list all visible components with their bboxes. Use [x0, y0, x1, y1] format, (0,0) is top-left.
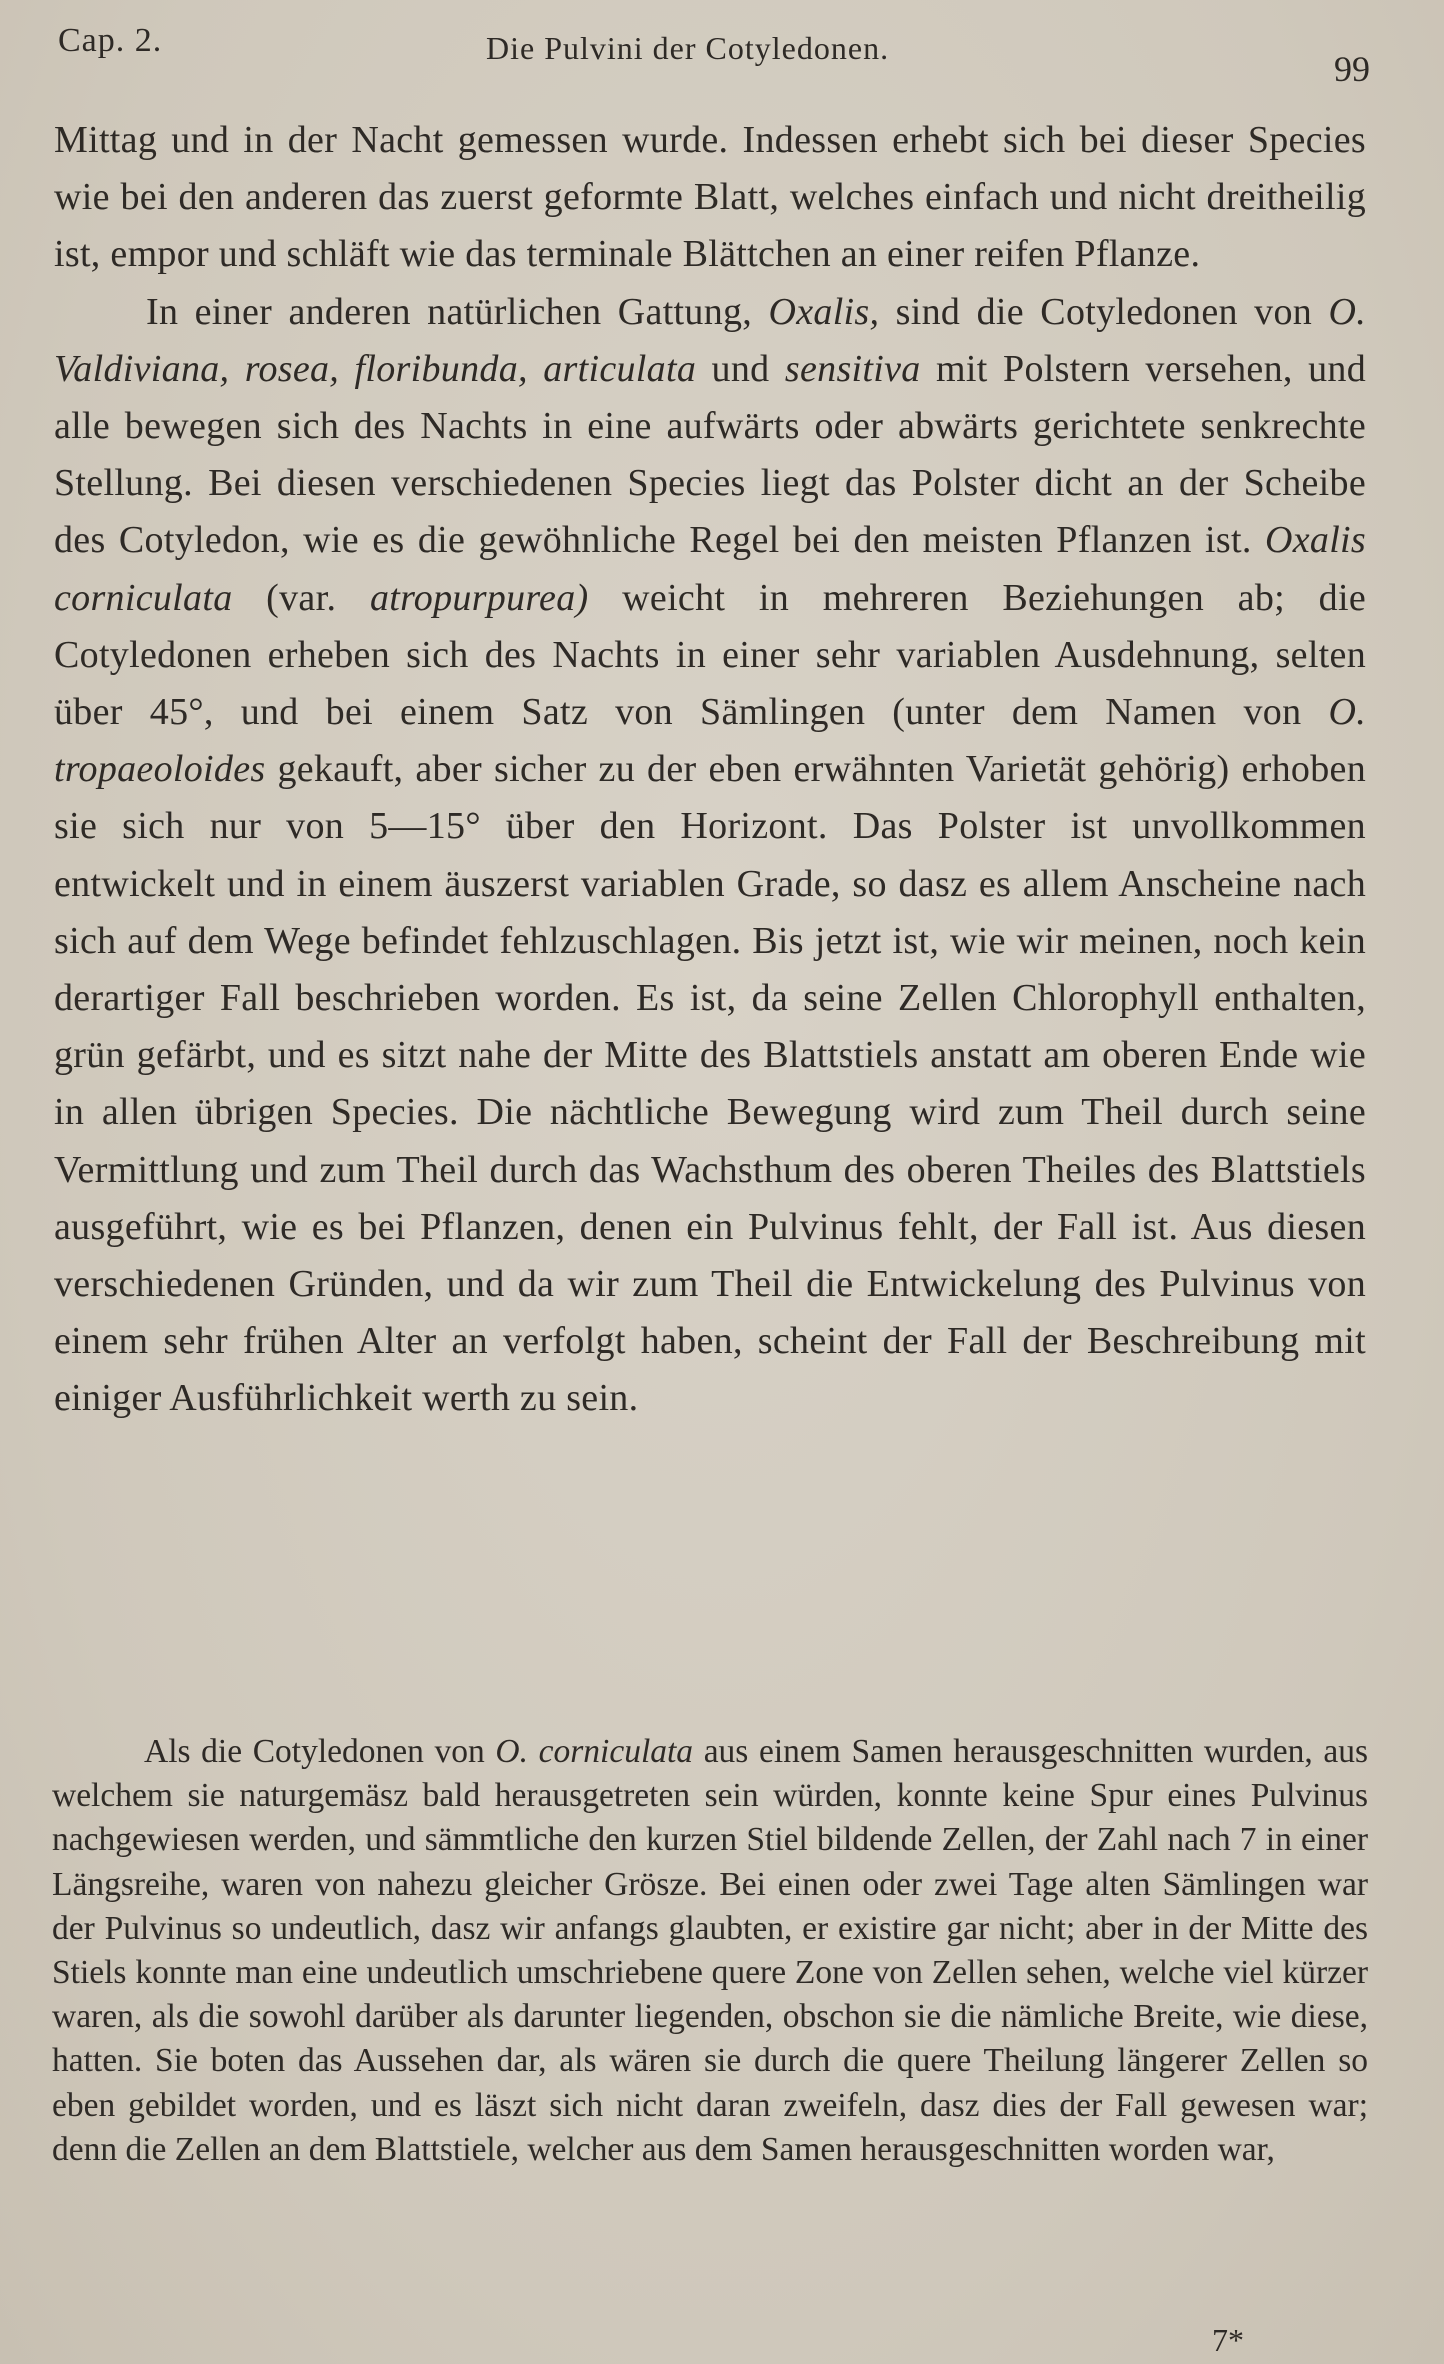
- main-text: [54, 112, 1366, 1428]
- paragraph-3: [52, 1730, 1368, 2172]
- running-header: [58, 22, 1370, 89]
- text-run: mit Polstern versehen, und alle bewegen sich des Nachts in eine aufwärts oder abwärts gerichtete senkrechte Stellung. Bei diesen verschiedenen Species liegt das Polster dicht an der Scheibe des Cotyledon, wie es die gewöhnliche Regel bei den meisten Pflanzen ist.: [54, 347, 1367, 562]
- italic-run: O. Valdiviana, rosea, floribunda, articulata: [54, 290, 1366, 390]
- text-run: sind die Cotyledonen von: [879, 290, 1329, 333]
- text-run: In einer anderen natürlichen Gattung,: [146, 290, 769, 333]
- italic-run: atropurpurea): [369, 576, 589, 619]
- italic-run: sensitiva: [784, 347, 921, 390]
- italic-run: O. corniculata: [495, 1733, 694, 1770]
- italic-run: Oxalis corniculata: [54, 519, 1366, 619]
- text-run: Als die Cotyledonen von: [144, 1733, 496, 1770]
- text-run: gekauft, aber sicher zu der eben erwähnten Varietät gehörig) erhoben sie sich nur von 5—15° über den Horizont. Das Polster ist unvollkommen entwickelt und in einem äuszerst variablen Grade, so dasz es allem Anscheine nach sich auf dem Wege befindet fehlzuschlagen. Bis jetzt ist, wie wir meinen, noch kein derartiger Fall beschrieben worden. Es ist, da seine Zellen Chlorophyll enthalten, grün gefärbt, und es sitzt nahe der Mitte des Blattstiels anstatt am oberen Ende wie in allen übrigen Species. Die nächtliche Bewegung wird zum Theil durch seine Vermittlung und zum Theil durch das Wachsthum des oberen Theiles des Blattstiels ausgeführt, wie es bei Pflanzen, denen ein Pulvinus fehlt, der Fall ist. Aus diesen verschiedenen Gründen, und da wir zum Theil die Entwickelung des Pulvinus von einem sehr frühen Alter an verfolgt haben, scheint der Fall der Beschreibung mit einiger Ausführlichkeit werth zu sein.: [54, 748, 1366, 1420]
- page-number: 99: [1334, 49, 1370, 89]
- signature-mark: 7*: [1212, 2322, 1244, 2358]
- paragraph-2: [54, 284, 1366, 1428]
- text-run: weicht in mehreren Beziehungen ab; die Cotyledonen erheben sich des Nachts in einer sehr variablen Ausdehnung, selten über 45°, und bei einem Satz von Sämlingen (unter dem Namen von: [54, 576, 1366, 734]
- small-print-text: [52, 1730, 1368, 2172]
- text-run: (var.: [232, 576, 370, 619]
- running-title: Die Pulvini der Cotyledonen.: [486, 30, 890, 66]
- chapter-label: Cap. 2.: [58, 22, 163, 59]
- paragraph-1: Mittag und in der Nacht gemessen wurde. Indessen erhebt sich bei dieser Species wie bei den anderen das zuerst geformte Blatt, welches einfach und nicht dreitheilig ist, empor und schläft wie das terminale Blättchen an einer reifen Pflanze.: [54, 119, 1366, 276]
- text-run: und: [696, 347, 785, 390]
- text-run: aus einem Samen herausgeschnitten wurden, aus welchem sie naturgemäsz bald herausgetreten sein würden, konnte keine Spur eines Pulvinus nachgewiesen werden, und sämmtliche den kurzen Stiel bildende Zellen, der Zahl nach 7 in einer Längsreihe, waren von nahezu gleicher Grösze. Bei einen oder zwei Tage alten Sämlingen war der Pulvinus so undeutlich, dasz wir anfangs glaubten, er existire gar nicht; aber in der Mitte des Stiels konnte man eine undeutlich umschriebene quere Zone von Zellen sehen, welche viel kürzer waren, als die sowohl darüber als darunter liegenden, obschon sie die nämliche Breite, wie diese, hatten. Sie boten das Aussehen dar, als wären sie durch die quere Theilung längerer Zellen so eben gebildet worden, und es läszt sich nicht daran zweifeln, dasz dies der Fall gewesen war; denn die Zellen an dem Blattstiele, welcher aus dem Samen herausgeschnitten worden war,: [52, 1733, 1368, 2168]
- italic-run: Oxalis,: [768, 290, 880, 333]
- italic-run: O. tropaeoloides: [54, 691, 1366, 791]
